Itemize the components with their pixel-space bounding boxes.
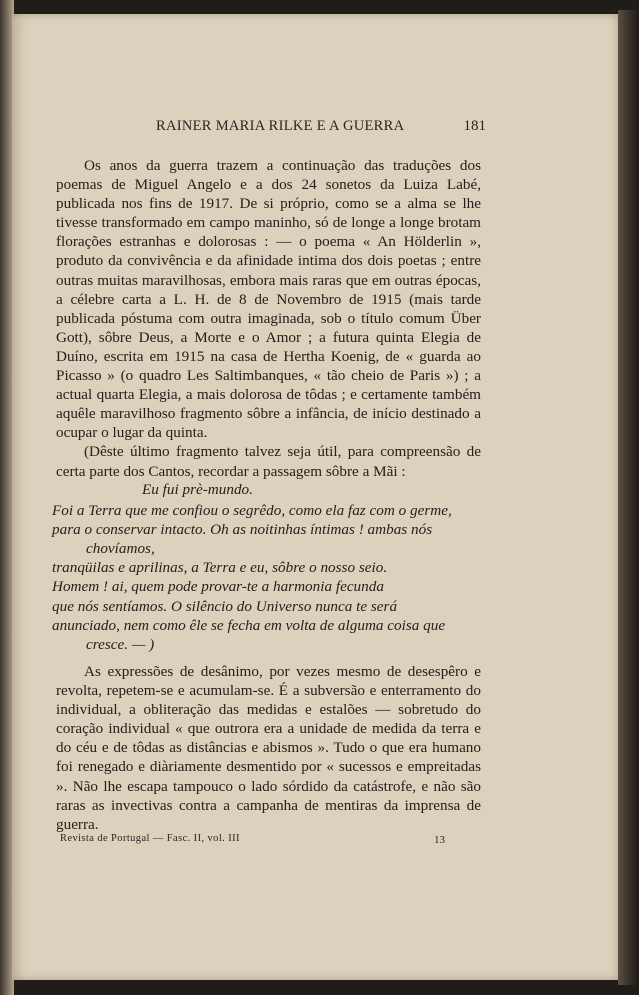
poem-line: anunciado, nem como êle se fecha em volta de alguma coisa que (52, 616, 446, 634)
poem-line: que nós sentíamos. O silêncio do Universo nunca te será (52, 597, 398, 615)
signature-mark: 13 (434, 834, 445, 846)
page-edge (618, 10, 639, 985)
running-title: RAINER MARIA RILKE E A GUERRA (156, 118, 405, 134)
body-text (56, 156, 481, 481)
paragraph: (Dêste último fragmento talvez seja útil, para compreensão de certa parte dos Cantos, recordar a passagem sôbre a Mãi : (56, 443, 481, 480)
page-header (60, 112, 486, 142)
poem-line: tranqüilas e aprilinas, a Terra e eu, sôbre o nosso seio. (52, 559, 388, 577)
page-footer (58, 831, 488, 851)
page-number: 181 (463, 118, 486, 134)
poem-line: Homem ! ai, quem pode provar-te a harmonia fecunda (52, 578, 384, 596)
poem-title: Eu fui prè-mundo. (142, 481, 253, 498)
paragraph: Os anos da guerra trazem a continuação das traduções dos poemas de Miguel Angelo e a dos 24 sonetos da Luiza Labé, publicada nos fins de 1917. De si próprio, como se a alma se lhe tivesse transformado em campo maninho, só de longe a longe brotam florações estranhas e dolorosas : — o poema « An Hölderlin », produto da convivência e da afinidade intima dos dois poetas ; entre outras muitas maravilhosas, embora mais raras que em outras épocas, a célebre carta a L. H. de 8 de Novembro de 1915 (mais tarde publicada póstuma com outra imaginada, sob o título comum Über Gott), sôbre Deus, a Morte e o Amor ; a futura quinta Elegia de Duíno, escrita em 1915 na casa de Hertha Koenig, de « guarda ao Picasso » (o quadro Les Saltimbanques, « tão cheio de Paris ») ; a actual quarta Elegia, a mais dolorosa de tôdas ; e certamente também aquêle maravilhoso fragmento sôbre a infância, de início destinado a ocupar o lugar da quinta. (56, 157, 481, 442)
paragraph: As expressões de desânimo, por vezes mesmo de desespêro e revolta, repetem-se e acumulam-se. É a subversão e enterramento do individual, a obliteração das medidas e estalões — sobretudo do coração individual « que outrora era a unidade de medida da terra e do céu e de tôdas as distâncias e abismos ». Tudo o que era humano foi renegado e diàriamente desmentido por « sucessos e empreitadas ». Não lhe escapa tampouco o lado sórdido da catástrofe, e não são raras as invectivas contra a campanha de mentiras da imprensa de guerra. (56, 663, 481, 833)
poem-line: Foi a Terra que me confiou o segrêdo, como ela faz com o germe, (52, 502, 452, 520)
body-text-continued (56, 662, 481, 834)
poem-line: cresce. — ) (86, 635, 155, 653)
journal-reference: Revista de Portugal — Fasc. II, vol. III (60, 833, 240, 844)
poem-line: chovíamos, (86, 540, 155, 558)
poem-quote (52, 480, 484, 654)
poem-line: para o conservar intacto. Oh as noitinhas íntimas ! ambas nós (52, 521, 433, 539)
